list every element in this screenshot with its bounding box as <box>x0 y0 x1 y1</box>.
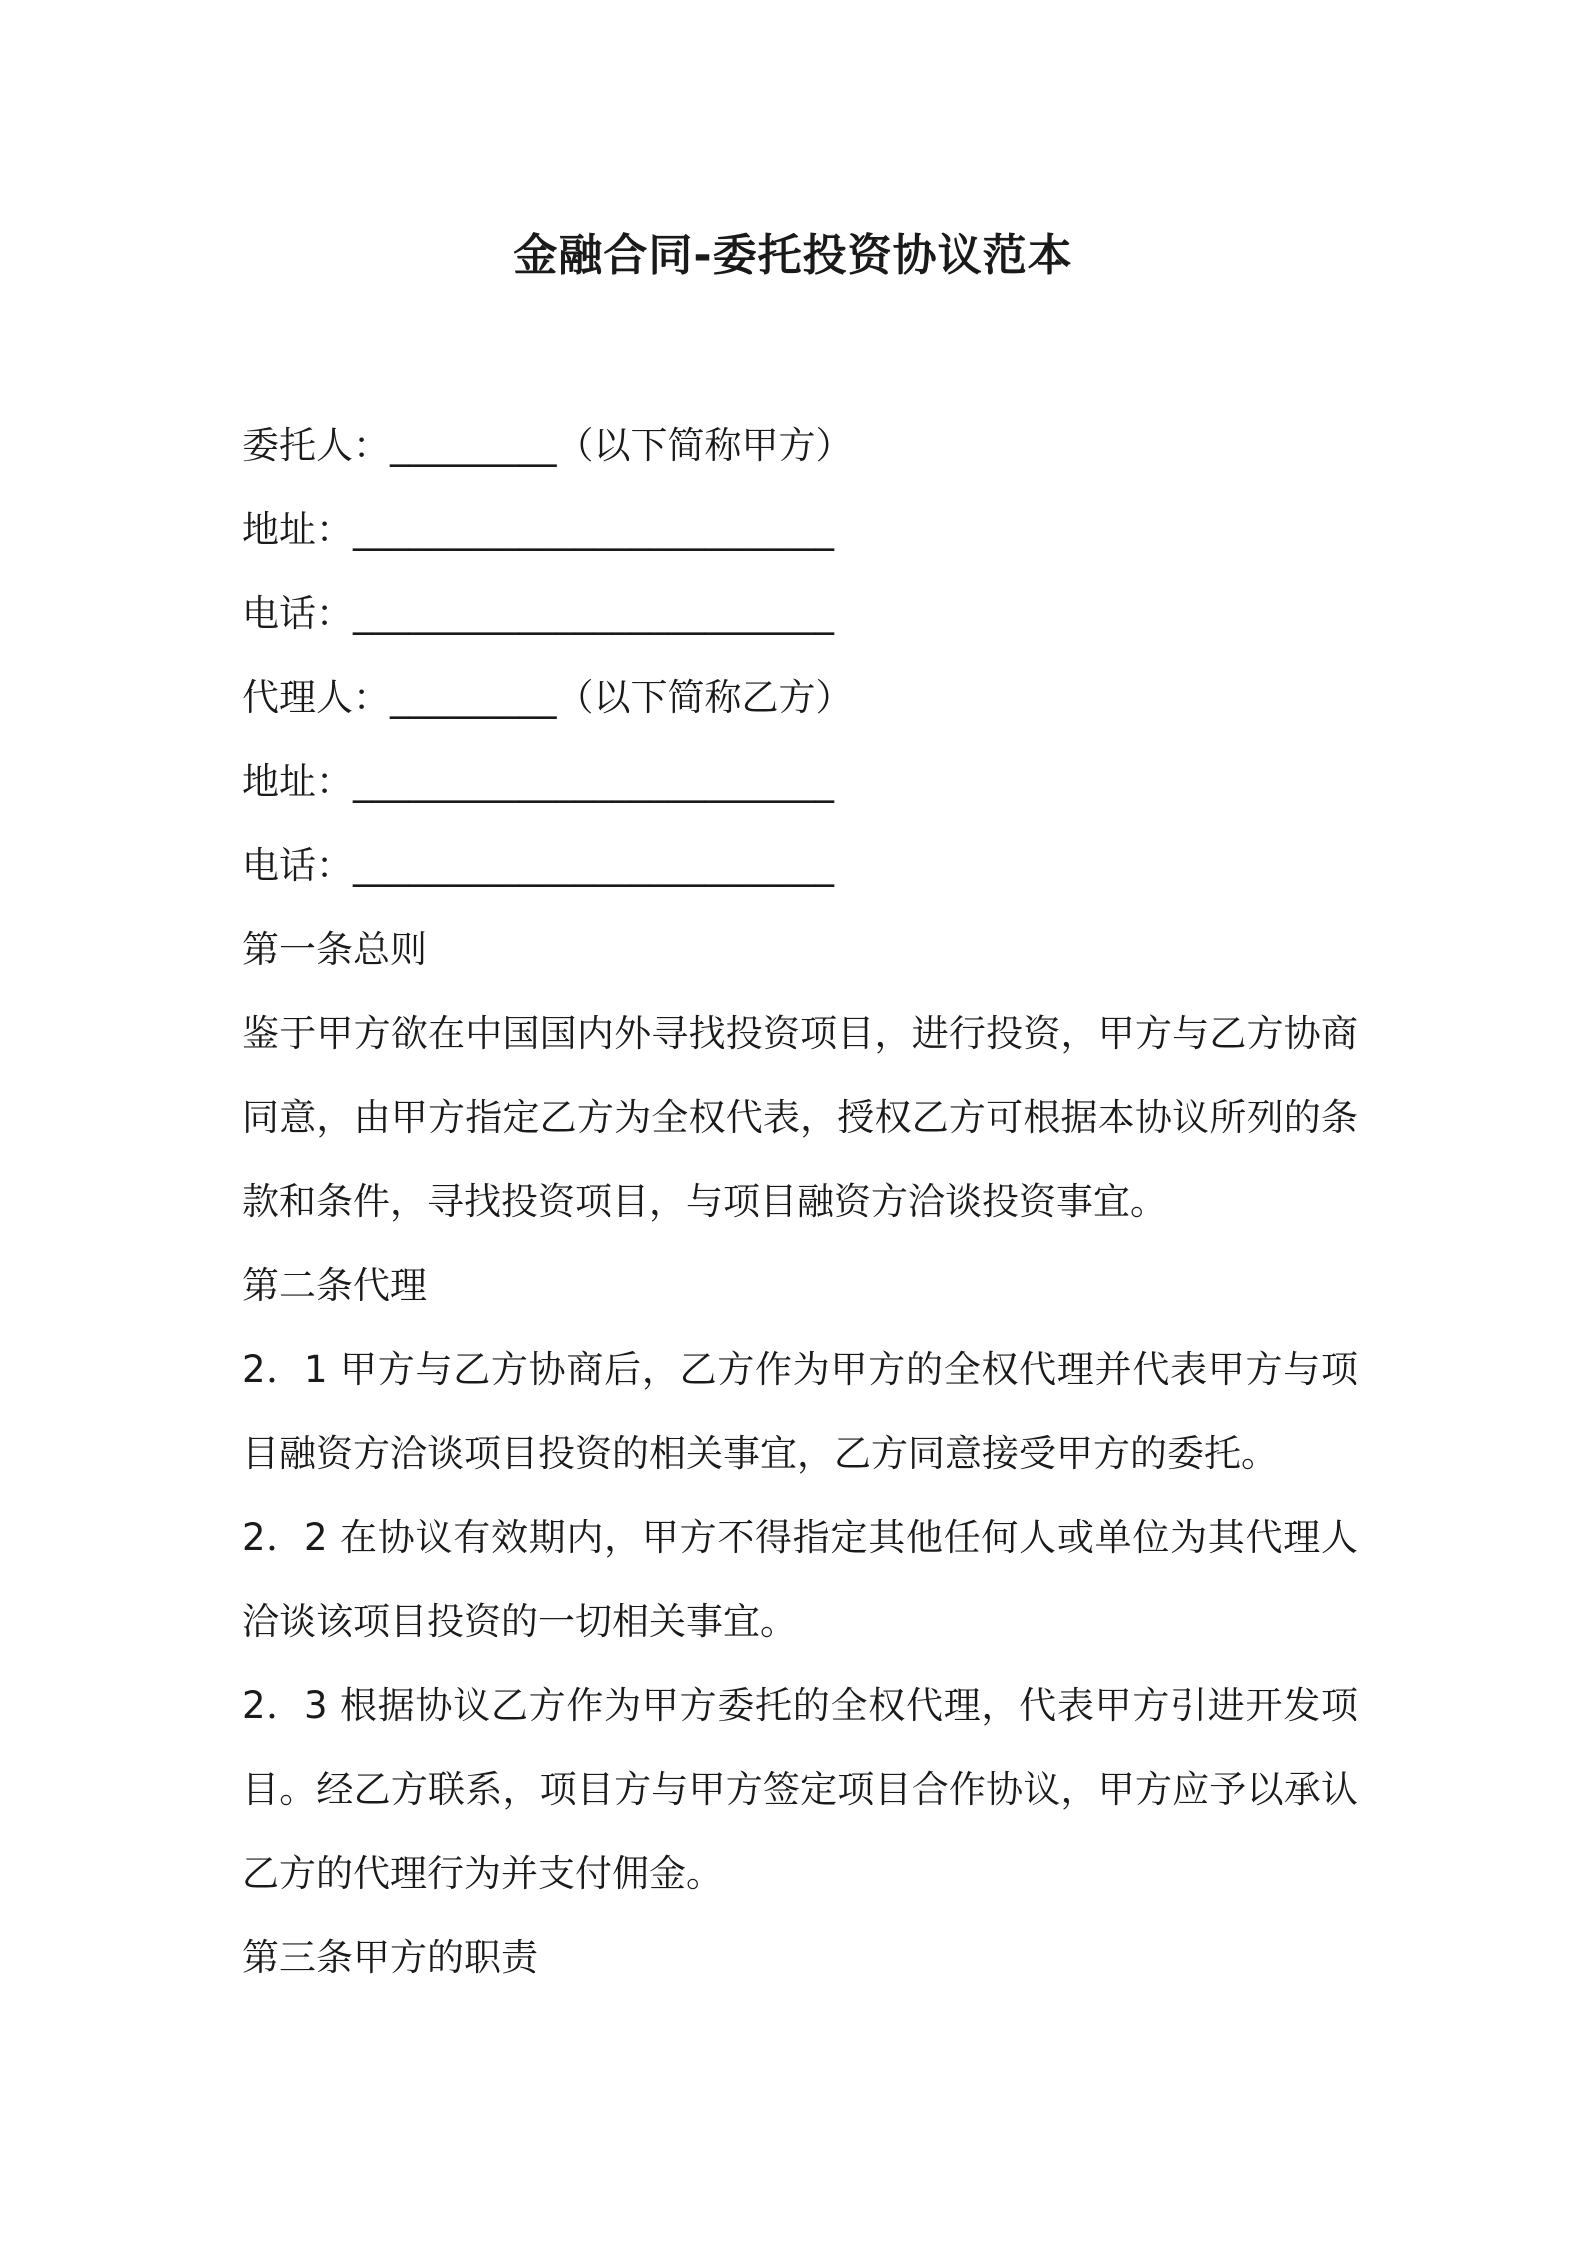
clause-2-1: 2．1 甲方与乙方协商后，乙方作为甲方的全权代理并代表甲方与项目融资方洽谈项目投资的相关事宜，乙方同意接受甲方的委托。 <box>242 1348 1358 1475</box>
agent-phone-line: 电话：__________________________ <box>242 844 834 887</box>
principal-phone-line: 电话：__________________________ <box>242 592 834 635</box>
article-1-body: 鉴于甲方欲在中国国内外寻找投资项目，进行投资，甲方与乙方协商同意，由甲方指定乙方为全权代表，授权乙方可根据本协议所列的条款和条件，寻找投资项目，与项目融资方洽谈投资事宜。 <box>242 1012 1358 1223</box>
article-1-heading: 第一条总则 <box>242 928 427 971</box>
agent-line: 代理人：_________（以下简称乙方） <box>242 676 853 719</box>
agent-address-line: 地址：__________________________ <box>242 760 834 803</box>
clause-2-3: 2．3 根据协议乙方作为甲方委托的全权代理，代表甲方引进开发项目。经乙方联系，项目方与甲方签定项目合作协议，甲方应予以承认乙方的代理行为并支付佣金。 <box>242 1684 1358 1895</box>
principal-line: 委托人：_________（以下简称甲方） <box>242 424 853 467</box>
document-body <box>242 404 1362 2000</box>
article-3-heading: 第三条甲方的职责 <box>242 1936 538 1979</box>
article-2-heading: 第二条代理 <box>242 1264 427 1307</box>
principal-address-line: 地址：__________________________ <box>242 508 834 551</box>
clause-2-2: 2．2 在协议有效期内，甲方不得指定其他任何人或单位为其代理人洽谈该项目投资的一切相关事宜。 <box>242 1516 1358 1643</box>
document-title: 金融合同-委托投资协议范本 <box>513 230 1073 281</box>
